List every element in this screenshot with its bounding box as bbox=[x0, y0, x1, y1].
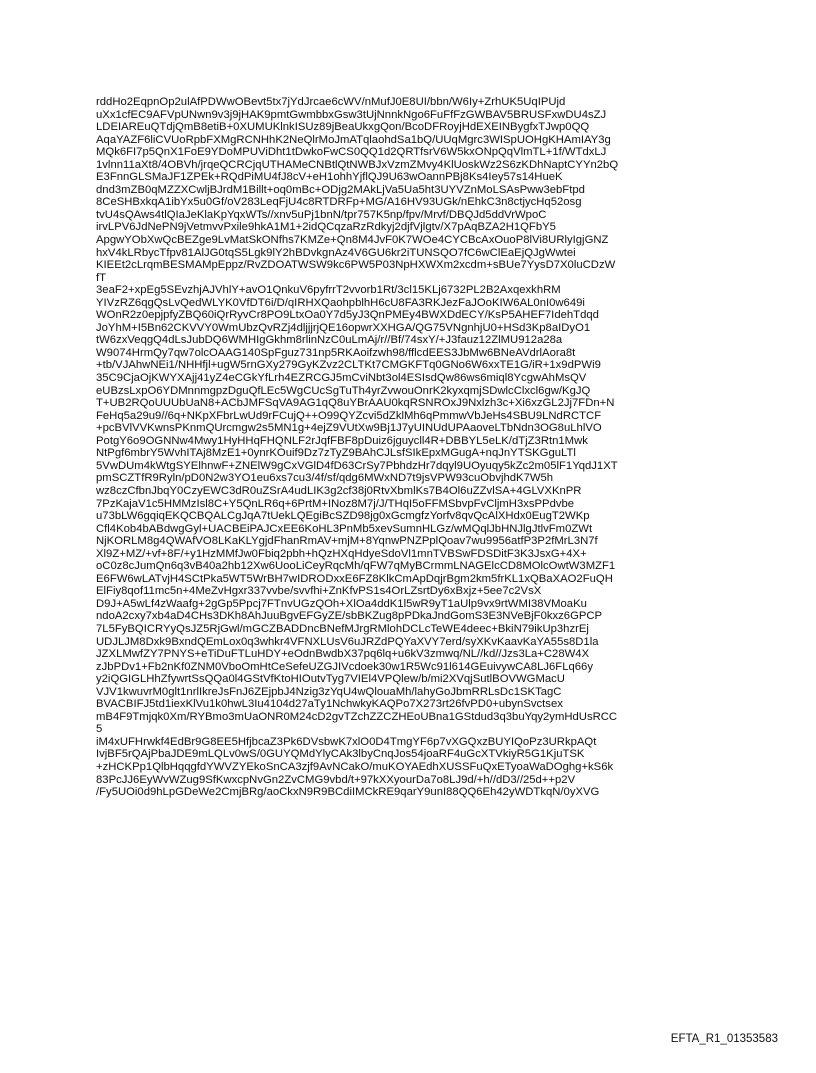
text-line: dnd3mZB0qMZZXCwljBJrdM1Billt+oq0mBc+ODjg2MAkLjVa5Ua5ht3UYVZnMoLSAsPww3ebFtpd bbox=[96, 183, 585, 196]
text-line: uXx1cfEC9AFVpUNwn9v3j9jHAK9pmtGwmbbxGsw3tUjNnnkNgo6FuFfFzGWBAV5BRUSFxwDU4sZJ bbox=[96, 108, 607, 121]
text-line: hxV4kLRbycTfpv81AlJG0tqS5Lgk9lY2hBDvkgnAz4V6GU6kr2iTUNSQO7fC6wClEaEjQJgWwtei bbox=[96, 246, 576, 259]
text-line: ElFiy8qof11mc5n+4MeZvHgxr337vvbe/svvfhi+ZnKfvPS1s4OrLZsrtDy6xBxjz+5ee7c2VsX bbox=[96, 585, 542, 598]
text-line: Xl9Z+MZ/+vf+8F/+y1HzMMfJw0Fbiq2pbh+hQzHXqHdyeSdoVl1mnTVBSwFDSDitF3K3JsxG+4X+ bbox=[96, 547, 587, 560]
text-line: +zHCKPp1QlbHqqgfdYWVZYEkoSnCA3zjf9AvNCakO/muKOYAEdhXUSSFuQxETyoaWaDOghg+kS6k bbox=[96, 760, 614, 773]
text-line: pmSCZTfR9Ryln/pD0N2w3YO1eu6xs7cu3/4f/sf/qdg6MWxND7t9jsVPW93cuObvjhdK7W5h bbox=[96, 472, 554, 485]
text-line: u73bLW6gqiqEKQCBQALCgJqA7tUekLQEgiBcSZD98jg0xGcmgfzYorfv8qvQcAlXHdx0EugT2WKp bbox=[96, 510, 590, 523]
text-line: eUBzsLxpO6YDMnnmgpzDguQfLEc5WgCUcSgTuTh4yrZvwouOnrK2kyxqmjSDwlcClxcl6gw/KgJQ bbox=[96, 384, 591, 397]
text-line: 5VwDUm4kWtgSYElhnwF+ZNElW9gCxVGlD4fD63CrSy7PbhdzHr7dqyl9UOyuqy5kZc2m05lF1YqdJ1XT bbox=[96, 459, 618, 472]
text-line: LDEIAREuQTdjQmB8etiB+0XUMUKlnkISUz89jBeaUkxgQon/BcoDFRoyjHdEXEINBygfxTJwp0QQ bbox=[96, 121, 590, 134]
text-line: +tb/VJAhwNEi1/NHHfjl+ugW5rnGXy279GyKZvz2CLTKt7CMGKFTq0GNo6W6xxTE1G/iR+1x9dPWi9 bbox=[96, 359, 601, 372]
text-line: fT bbox=[96, 271, 107, 284]
text-line: VJV1kwuvrM0glt1nrlIkreJsFnJ6ZEjpbJ4Nzig3zYqU4wQlouaMh/lahyGoJbmRRLsDc1SKTagC bbox=[96, 685, 562, 698]
text-line: mB4F9Tmjqk0Xm/RYBmo3mUaONR0M24cD2gvTZchZZCZHEoUBna1GStdud3q3buYqy2ymHdUsRCC bbox=[96, 710, 618, 723]
text-line: WOnR2z0epjpfyZBQ60iQrRyvCr8PO9LtxOa0Y7d5yJ3QnPMEy4BWXDdECY/KsP5AHEF7IdehTdqd bbox=[96, 309, 599, 322]
text-line: tW6zxVeqgQ4dLsJubDQ6WMHIgGkhm8rlinNzC0uLmAj/r//Bf/74sxY/+J3fauz12ZlMU912a28a bbox=[96, 334, 563, 347]
text-line: YIVzRZ6qgQsLvQedWLYK0VfDT6i/D/qIRHXQaohpblhH6cU8FA3RKJezFaJOoKIW6AL0nI0w649i bbox=[96, 296, 585, 309]
text-line: UDJLJM8Dxk9BxndQEmLox0q3whkr4VFNXLUsV6uJRZdPQYaXVY7erd/syXKvKaavKaYA55s8D1la bbox=[96, 635, 599, 648]
text-line: 7L5FyBQICRYyQsJZ5RjGwl/mGCZBADDncBNefMJrgRMlohDCLcTeWE4deec+BkiN79ikUp3hzrEj bbox=[96, 622, 589, 635]
text-line: PotgY6o9OGNNw4Mwy1HyHHqFHQNLF2rJqfFBF8pDuiz6jguycll4R+DBBYL5eLK/dTjZ3Rtn1Mwk bbox=[96, 434, 588, 447]
text-line: E6FW6wLATvjH4SCtPka5WT5WrBH7wIDRODxxE6FZ8KlkCmApDqjrBgm2km5frKL1xQBaXAO2FuQH bbox=[96, 572, 613, 585]
text-line: FeHq5a29u9//6q+NKpXFbrLwUd9rFCujQ++O99QYZcvi5dZklMh6qPmmwVbJeHs4SBU9LNdRCTCF bbox=[96, 409, 602, 422]
text-line: iM4xUFHrwkf4EdBr9G8EE5HfjbcaZ3Pk6DVsbwK7xlO0D4TmgYF6p7vXGQxzBUYIQoPz3URkpAQt bbox=[96, 735, 597, 748]
text-line: 5 bbox=[96, 723, 103, 736]
text-line: KIEEt2cLrqmBESMAMpEppz/RvZDOATWSW9kc6PW5P03NpHXWXm2xcdm+sBUe7YysD7X0luCDzW bbox=[96, 259, 616, 272]
text-line: 8CeSHBxkqA1ibYx5u0Gf/oV283LeqFjU4c8RTDRFp+MG/A16HV93UGk/nEhkC3n8ctjycHq52osg bbox=[96, 196, 582, 209]
text-line: BVACBIFJ5td1iexKlVu1k0hwL3Iu4104d27aTy1NchwkyKAQPo7X273rt26fvPD0+ubynSvctsex bbox=[96, 698, 563, 711]
text-line: oC0z8cJumQn6q3vB40a2hb12Xw6UooLiCeyRqcMh/qFW7qMyBCrmmLNAGElcCD8MOlcOwtW3MZF1 bbox=[96, 560, 616, 573]
text-line: E3FnnGLSMaJF1ZPEk+RQdPiMU4fJ8cV+eH1ohhYjflQJ9U63wOannPBj8Ks4Iey57s14HueK bbox=[96, 171, 563, 184]
text-line: wz8czCfbnJbqY0CzyEWC3dR0uZSrA4udLIK3g2cf38j0RtvXbmlKs7B4Ol6uZZvlSA+4GLVXKnPR bbox=[96, 484, 582, 497]
text-line: NtPgf6mbrY5WvhITAj8MzE1+0ynrKOuif9Dz7zTyZ9BAhCJLsfSIkEpxMGugA+nqJnYTSKGguLTl bbox=[96, 447, 576, 460]
text-line: IvjBF5rQAjPbaJDE9mLQLv0wS/0GUYQMdYlyCAk3lbyCnqJos54joaRF4uGcXTVkiyR5G1KjuTSK bbox=[96, 748, 585, 761]
text-line: MQk6FI7p5QnX1FoE9YDoMPUViDht1tDwkoFwCS0QQ1d2QRTfsrV6W5kxONpQqVlmTL+1f/WTdxLJ bbox=[96, 146, 607, 159]
text-line: zJbPDv1+Fb2nKf0ZNM0VboOmHtCeSefeUZGJIVcdoek30w1R5Wc91l614GEuivywCA8LJ6FLq66y bbox=[96, 660, 593, 673]
text-line: ApgwYObXwQcBEZge9LvMatSkONfhs7KMZe+Qn8M4JvF0K7WOe4CYCBcAxOuoP8lVi8URlyIgjGNZ bbox=[96, 234, 609, 247]
text-line: 83PcJJ6EyWvWZug9SfKwxcpNvGn2ZvCMG9vbd/t+97kXXyourDa7o8LJ9d/+h//dD3//25d++p2V bbox=[96, 773, 576, 786]
text-line: T+UB2RQoUUUbUaN8+ACbJMFSqVA9AG1qQ8uYBrAAU0kqRSNROxJ9Nxlzh3c+Xi6xzGL2Jj7FDn+N bbox=[96, 397, 615, 410]
text-line: rddHo2EqpnOp2ulAfPDWwOBevt5tx7jYdJrcae6cWV/nMufJ0E8UI/bbn/W6Iy+ZrhUK5UqIPUjd bbox=[96, 96, 566, 108]
text-line: /Fy5UOi0d9hLpGDeWe2CmjBRg/aoCkxN9R9BCdiIMCkRE9qarY9unI88QQ6Eh42yWDTkqN/0yXVG bbox=[96, 786, 600, 799]
text-line: D9J+A5wLf4zWaafg+2gGp5Ppcj7FTnvUGzQOh+XlOa4ddK1l5wR9yT1aUlp9vx9rtWMI38VMoaKu bbox=[96, 597, 587, 610]
text-line: JoYhM+I5Bn62CKVVY0WmUbzQvRZj4dljjjrjQE16opwrXXHGA/QG75VNgnhjU0+HSd3Kp8aIDyO1 bbox=[96, 321, 591, 334]
text-line: JZXLMwfZY7PNYS+eTiDuFTLuHDY+eOdnBwdbX37pq6lq+u6kV3zmwq/NL//kd//Jzs3La+C28W4X bbox=[96, 648, 590, 661]
text-line: +pcBVlVVKwnsPKnmQUrcmgw2s5MN1g+4ejZ9VUtXw9Bj1J7yUINUdUPAaoveLTbNdn3OG8uLhlVO bbox=[96, 422, 602, 435]
text-line: Cfl4Kob4bABdwgGyl+UACBEiPAJCxEE6KoHL3PnMb5xevSumnHLGz/wMQqlJbHNJlgJtlvFm0ZWt bbox=[96, 522, 593, 535]
text-line: NjKORLM8g4QWAfVO8LKaKLYgjdFhanRmAV+mjM+8YqnwPNZPplQoav7wu9956atfP3P2fMrL3N7f bbox=[96, 535, 598, 548]
encoded-text-block bbox=[96, 96, 786, 799]
text-line: 35C9CjaOjKWYXAjj41yZ4eCGkYfLrh4EZRCGJ5mCviNbt3ol4ESIsdQw86ws6miql8YcgwAhMsQV bbox=[96, 372, 587, 385]
text-line: AqaYAZF6liCVUoRpbFXMgRCNHhK2NeQlrMoJmATqlaohdSa1bQ/UUqMgrc3WISpUOHgKHAmIAY3g bbox=[96, 133, 611, 146]
text-line: 1vlnn11aXt8/4OBVh/jrqeQCRCjqUTHAMeCNBtlQtNWBJxVzmZMvy4KlUoskWz2S6zKDhNaptCYYn2bQ bbox=[96, 158, 619, 171]
text-line: W9074HrmQy7qw7olcOAAG140SpFguz731np5RKAoifzwh98/fflcdEES3JbMw6BNeAVdrlAora8t bbox=[96, 346, 576, 359]
document-id-footer: EFTA_R1_01353583 bbox=[670, 1033, 778, 1045]
text-line: y2iQGIGLHhZfywrtSsQQa0l4GStVfKtoHIOutvTyg7VIEl4VPQlew/b/mi2XVqjSutlBOVWGMacU bbox=[96, 673, 565, 686]
text-line: tvU4sQAws4tlQIaJeKlaKpYqxWTs//xnv5uPj1bnN/tpr757K5np/fpv/Mrvf/DBQJd5ddVrWpoC bbox=[96, 208, 547, 221]
text-line: ndoA2cxy7xb4aD4CHs3DKh8AhJuuBgvEFGyZE/sbBKZug8pPDkaJndGomS3E3NVeBjF0kxz6GPCP bbox=[96, 610, 603, 623]
text-line: 3eaF2+xpEg5SEvzhjAJVhlY+avO1QnkuV6pyfrrT2vvorb1Rt/3cl15KLj6732PL2B2AxqexkhRM bbox=[96, 284, 561, 297]
text-line: 7PzKajaV1c5HMMzIsl8C+Y5QnLR6q+6PrtM+INoz8M7j/J/THqI5oFFMSbvpFvCljmH3xsPPdvbe bbox=[96, 497, 575, 510]
text-line: irvLPV6JdNePN9jVetmvvPxile9hkA1M1+2idQCqzaRzRdkyj2djfVjlgtv/X7pAqBZA2H1QFbY5 bbox=[96, 221, 556, 234]
